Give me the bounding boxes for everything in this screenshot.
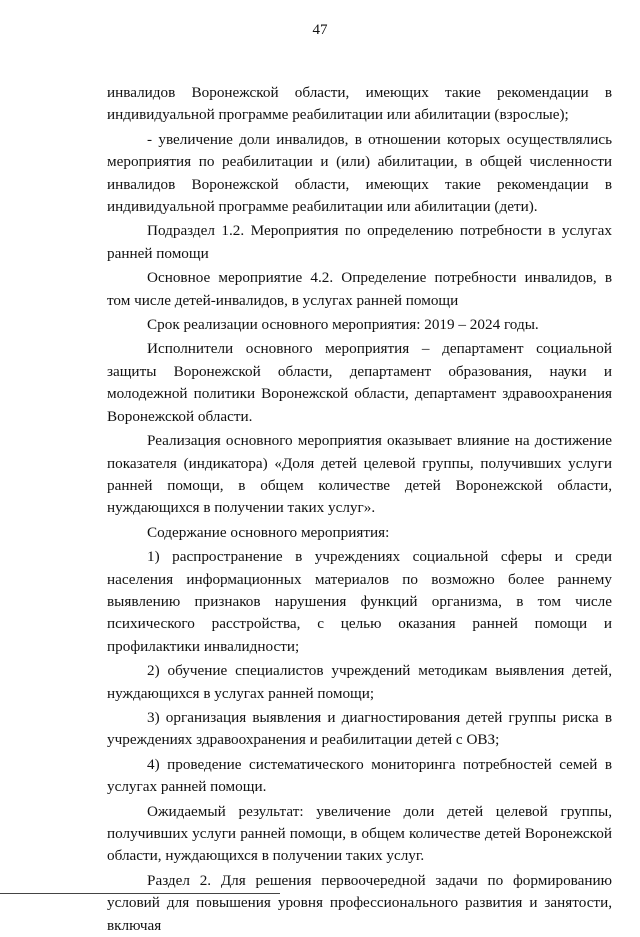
list-item-1: 1) распространение в учреждениях социальной сферы и среди населения информационных материалов по возможно более раннему выявлению признаков нарушения функций организма, в том числе психического расстройства, с целью оказания ранней помощи и профилактики инвалидности; xyxy=(107,548,612,655)
document-body xyxy=(107,82,612,937)
indicator-influence: Реализация основного мероприятия оказывает влияние на достижение показателя (индикатора) «Доля детей целевой группы, получивших услуги ранней помощи, в общем количестве детей Воронежской области, нуждающихся в получении таких услуг». xyxy=(107,432,612,517)
paragraph-indicator-children: - увеличение доли инвалидов, в отношении которых осуществлялись мероприятия по реабилитации и (или) абилитации, в общей численности инвалидов Воронежской области, имеющих такие рекомендации в индивидуальной программе реабилитации или абилитации (дети). xyxy=(107,130,612,216)
list-item-3: 3) организация выявления и диагностирования детей группы риска в учреждениях здравоохранения и реабилитации детей с ОВЗ; xyxy=(107,708,612,749)
subsection-heading: Подраздел 1.2. Мероприятия по определению потребности в услугах ранней помощи xyxy=(107,222,612,262)
list-item-4: 4) проведение систематического мониторинга потребностей семей в услугах ранней помощи. xyxy=(107,755,612,796)
implementation-period: Срок реализации основного мероприятия: 2019 – 2024 годы. xyxy=(147,316,539,334)
page-number: 47 xyxy=(312,22,328,38)
main-activity-title: Основное мероприятие 4.2. Определение потребности инвалидов, в том числе детей-инвалидов, в услугах ранней помощи xyxy=(107,269,612,309)
expected-result: Ожидаемый результат: увеличение доли детей целевой группы, получивших услуги ранней помощи, в общем количестве детей Воронежской области, нуждающихся в получении таких услуг. xyxy=(107,802,612,865)
footer-divider xyxy=(0,893,280,894)
activity-content-heading: Содержание основного мероприятия: xyxy=(147,523,390,541)
section-2-intro: Раздел 2. Для решения первоочередной задачи по формированию условий для повышения уровня профессионального развития и занятости, включая xyxy=(107,871,612,934)
list-item-2: 2) обучение специалистов учреждений методикам выявления детей, нуждающихся в услугах ранней помощи; xyxy=(107,662,612,702)
paragraph-continuation: инвалидов Воронежской области, имеющих такие рекомендации в индивидуальной программе реабилитации или абилитации (взрослые); xyxy=(107,84,612,124)
executors: Исполнители основного мероприятия – департамент социальной защиты Воронежской области, департамент образования, науки и молодежной политики Воронежской области, департамент здравоохранения Воронежской области. xyxy=(107,340,612,425)
